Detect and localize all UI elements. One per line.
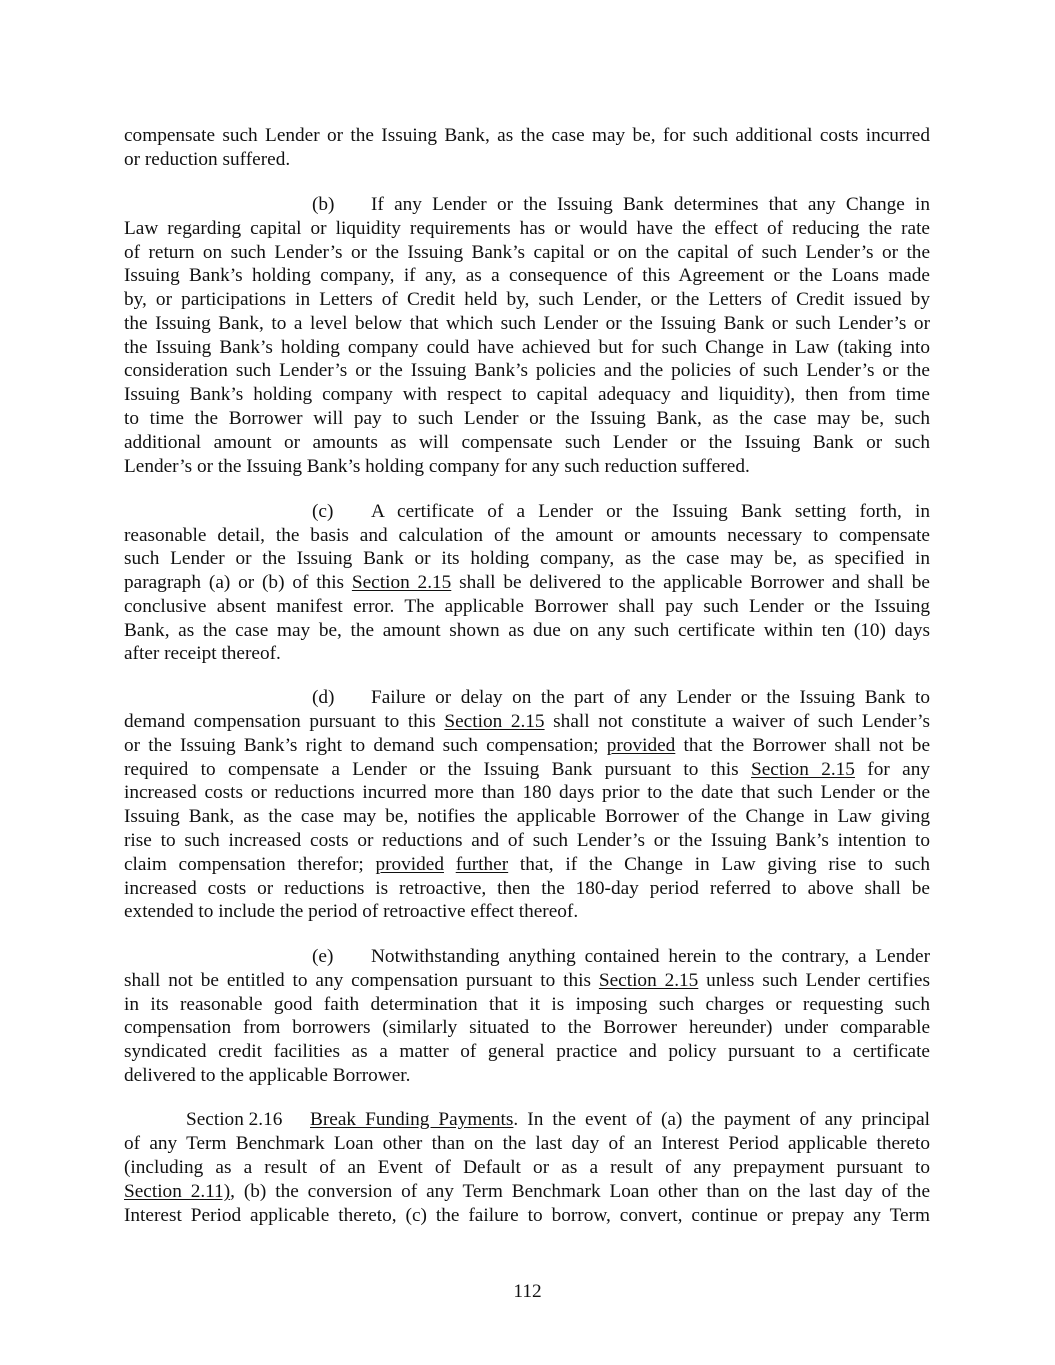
paragraph-c-first-line: (c) A certificate of a Lender or the Issuing Bank setting forth, in	[312, 501, 930, 522]
text-line: Bank, as the case may be, the amount shown as due on any such certificate within ten (10) days	[124, 620, 930, 641]
provided-term: provided	[375, 854, 444, 875]
section-reference-link[interactable]: Section 2.15	[444, 711, 545, 732]
text-line: required to compensate a Lender or the Issuing Bank pursuant to this Section 2.15 for any	[124, 759, 930, 780]
section-reference-link[interactable]: Section 2.15	[598, 970, 699, 991]
text-line: Law regarding capital or liquidity requirements has or would have the effect of reducing the rate	[124, 218, 930, 239]
text-line: paragraph (a) or (b) of this Section 2.15 shall be delivered to the applicable Borrower and shall be	[124, 572, 930, 593]
text-line: extended to include the period of retroactive effect thereof.	[124, 901, 579, 922]
text-line: after receipt thereof.	[124, 643, 281, 664]
text-line: claim compensation therefor; provided further that, if the Change in Law giving rise to such	[124, 854, 930, 875]
paragraph-label: (b)	[312, 194, 335, 215]
text-line: conclusive absent manifest error. The applicable Borrower shall pay such Lender or the Issuing	[124, 596, 930, 617]
text-line: consideration such Lender’s or the Issuing Bank’s policies and the policies of such Lender’s or the	[124, 360, 930, 381]
section-reference-link[interactable]: Section 2.11)	[124, 1181, 231, 1202]
text-line: or reduction suffered.	[124, 149, 291, 170]
paragraph-label: (e)	[312, 946, 334, 967]
text-line: Interest Period applicable thereto, (c) the failure to borrow, convert, continue or prepay any Term	[124, 1205, 930, 1226]
text-line: to time the Borrower will pay to such Lender or the Issuing Bank, as the case may be, such	[124, 408, 930, 429]
paragraph-e-first-line: (e) Notwithstanding anything contained herein to the contrary, a Lender	[312, 946, 930, 967]
text-line: rise to such increased costs or reductions and of such Lender’s or the Issuing Bank’s intention to	[124, 830, 930, 851]
paragraph-d-first-line: (d) Failure or delay on the part of any Lender or the Issuing Bank to	[312, 687, 930, 708]
text-line: syndicated credit facilities as a matter of general practice and policy pursuant to a certificate	[124, 1041, 930, 1062]
text-line: Issuing Bank, as the case may be, notifies the applicable Borrower of the Change in Law giving	[124, 806, 930, 827]
text-line: increased costs or reductions is retroactive, then the 180-day period referred to above shall be	[124, 878, 930, 899]
section-reference-link[interactable]: Section 2.15	[351, 572, 452, 593]
text-line: demand compensation pursuant to this Section 2.15 shall not constitute a waiver of such Lender’s	[124, 711, 930, 732]
section-2-16-heading-line: Section 2.16 Break Funding Payments. In the event of (a) the payment of any principal	[186, 1109, 930, 1130]
text-line: Lender’s or the Issuing Bank’s holding company for any such reduction suffered.	[124, 456, 750, 477]
text-line: such Lender or the Issuing Bank or its holding company, as the case may be, as specified in	[124, 548, 930, 569]
text-line: Issuing Bank’s holding company, if any, as a consequence of this Agreement or the Loans made	[124, 265, 930, 286]
further-term: further	[455, 854, 509, 875]
text-line: additional amount or amounts as will compensate such Lender or the Issuing Bank or such	[124, 432, 930, 453]
text-line: Section 2.11), (b) the conversion of any Term Benchmark Loan other than on the last day of the	[124, 1181, 930, 1202]
text-line: of any Term Benchmark Loan other than on the last day of an Interest Period applicable thereto	[124, 1133, 930, 1154]
provided-term: provided	[606, 735, 676, 756]
text-line: shall not be entitled to any compensation pursuant to this Section 2.15 unless such Lender certifies	[124, 970, 930, 991]
paragraph-b-first-line: (b) If any Lender or the Issuing Bank determines that any Change in	[312, 194, 930, 215]
page-number: 112	[513, 1281, 542, 1302]
text-line: the Issuing Bank’s holding company could have achieved but for such Change in Law (taking into	[124, 337, 930, 358]
paragraph-label: (d)	[312, 687, 335, 708]
text-line: of return on such Lender’s or the Issuing Bank’s capital or on the capital of such Lender’s or the	[124, 242, 930, 263]
text-line: the Issuing Bank, to a level below that which such Lender or the Issuing Bank or such Lender’s or	[124, 313, 930, 334]
text-line: (including as a result of an Event of Default or as a result of any prepayment pursuant to	[124, 1157, 930, 1178]
text-line: by, or participations in Letters of Credit held by, such Lender, or the Letters of Credit issued by	[124, 289, 930, 310]
text-line: delivered to the applicable Borrower.	[124, 1065, 411, 1086]
text-line: Issuing Bank’s holding company with respect to capital adequacy and liquidity), then from time	[124, 384, 930, 405]
text-line: increased costs or reductions incurred more than 180 days prior to the date that such Lender or the	[124, 782, 930, 803]
text-line: compensate such Lender or the Issuing Bank, as the case may be, for such additional costs incurred	[124, 125, 930, 146]
section-title: Break Funding Payments	[310, 1109, 514, 1130]
text-line: reasonable detail, the basis and calculation of the amount or amounts necessary to compensate	[124, 525, 930, 546]
section-reference-link[interactable]: Section 2.15	[751, 759, 855, 780]
section-number: Section 2.16	[186, 1109, 283, 1130]
paragraph-label: (c)	[312, 501, 334, 522]
text-line: or the Issuing Bank’s right to demand such compensation; provided that the Borrower shall not be	[124, 735, 931, 756]
text-line: compensation from borrowers (similarly situated to the Borrower hereunder) under comparable	[124, 1017, 930, 1038]
text-line: in its reasonable good faith determination that it is imposing such charges or requesting such	[124, 994, 930, 1015]
